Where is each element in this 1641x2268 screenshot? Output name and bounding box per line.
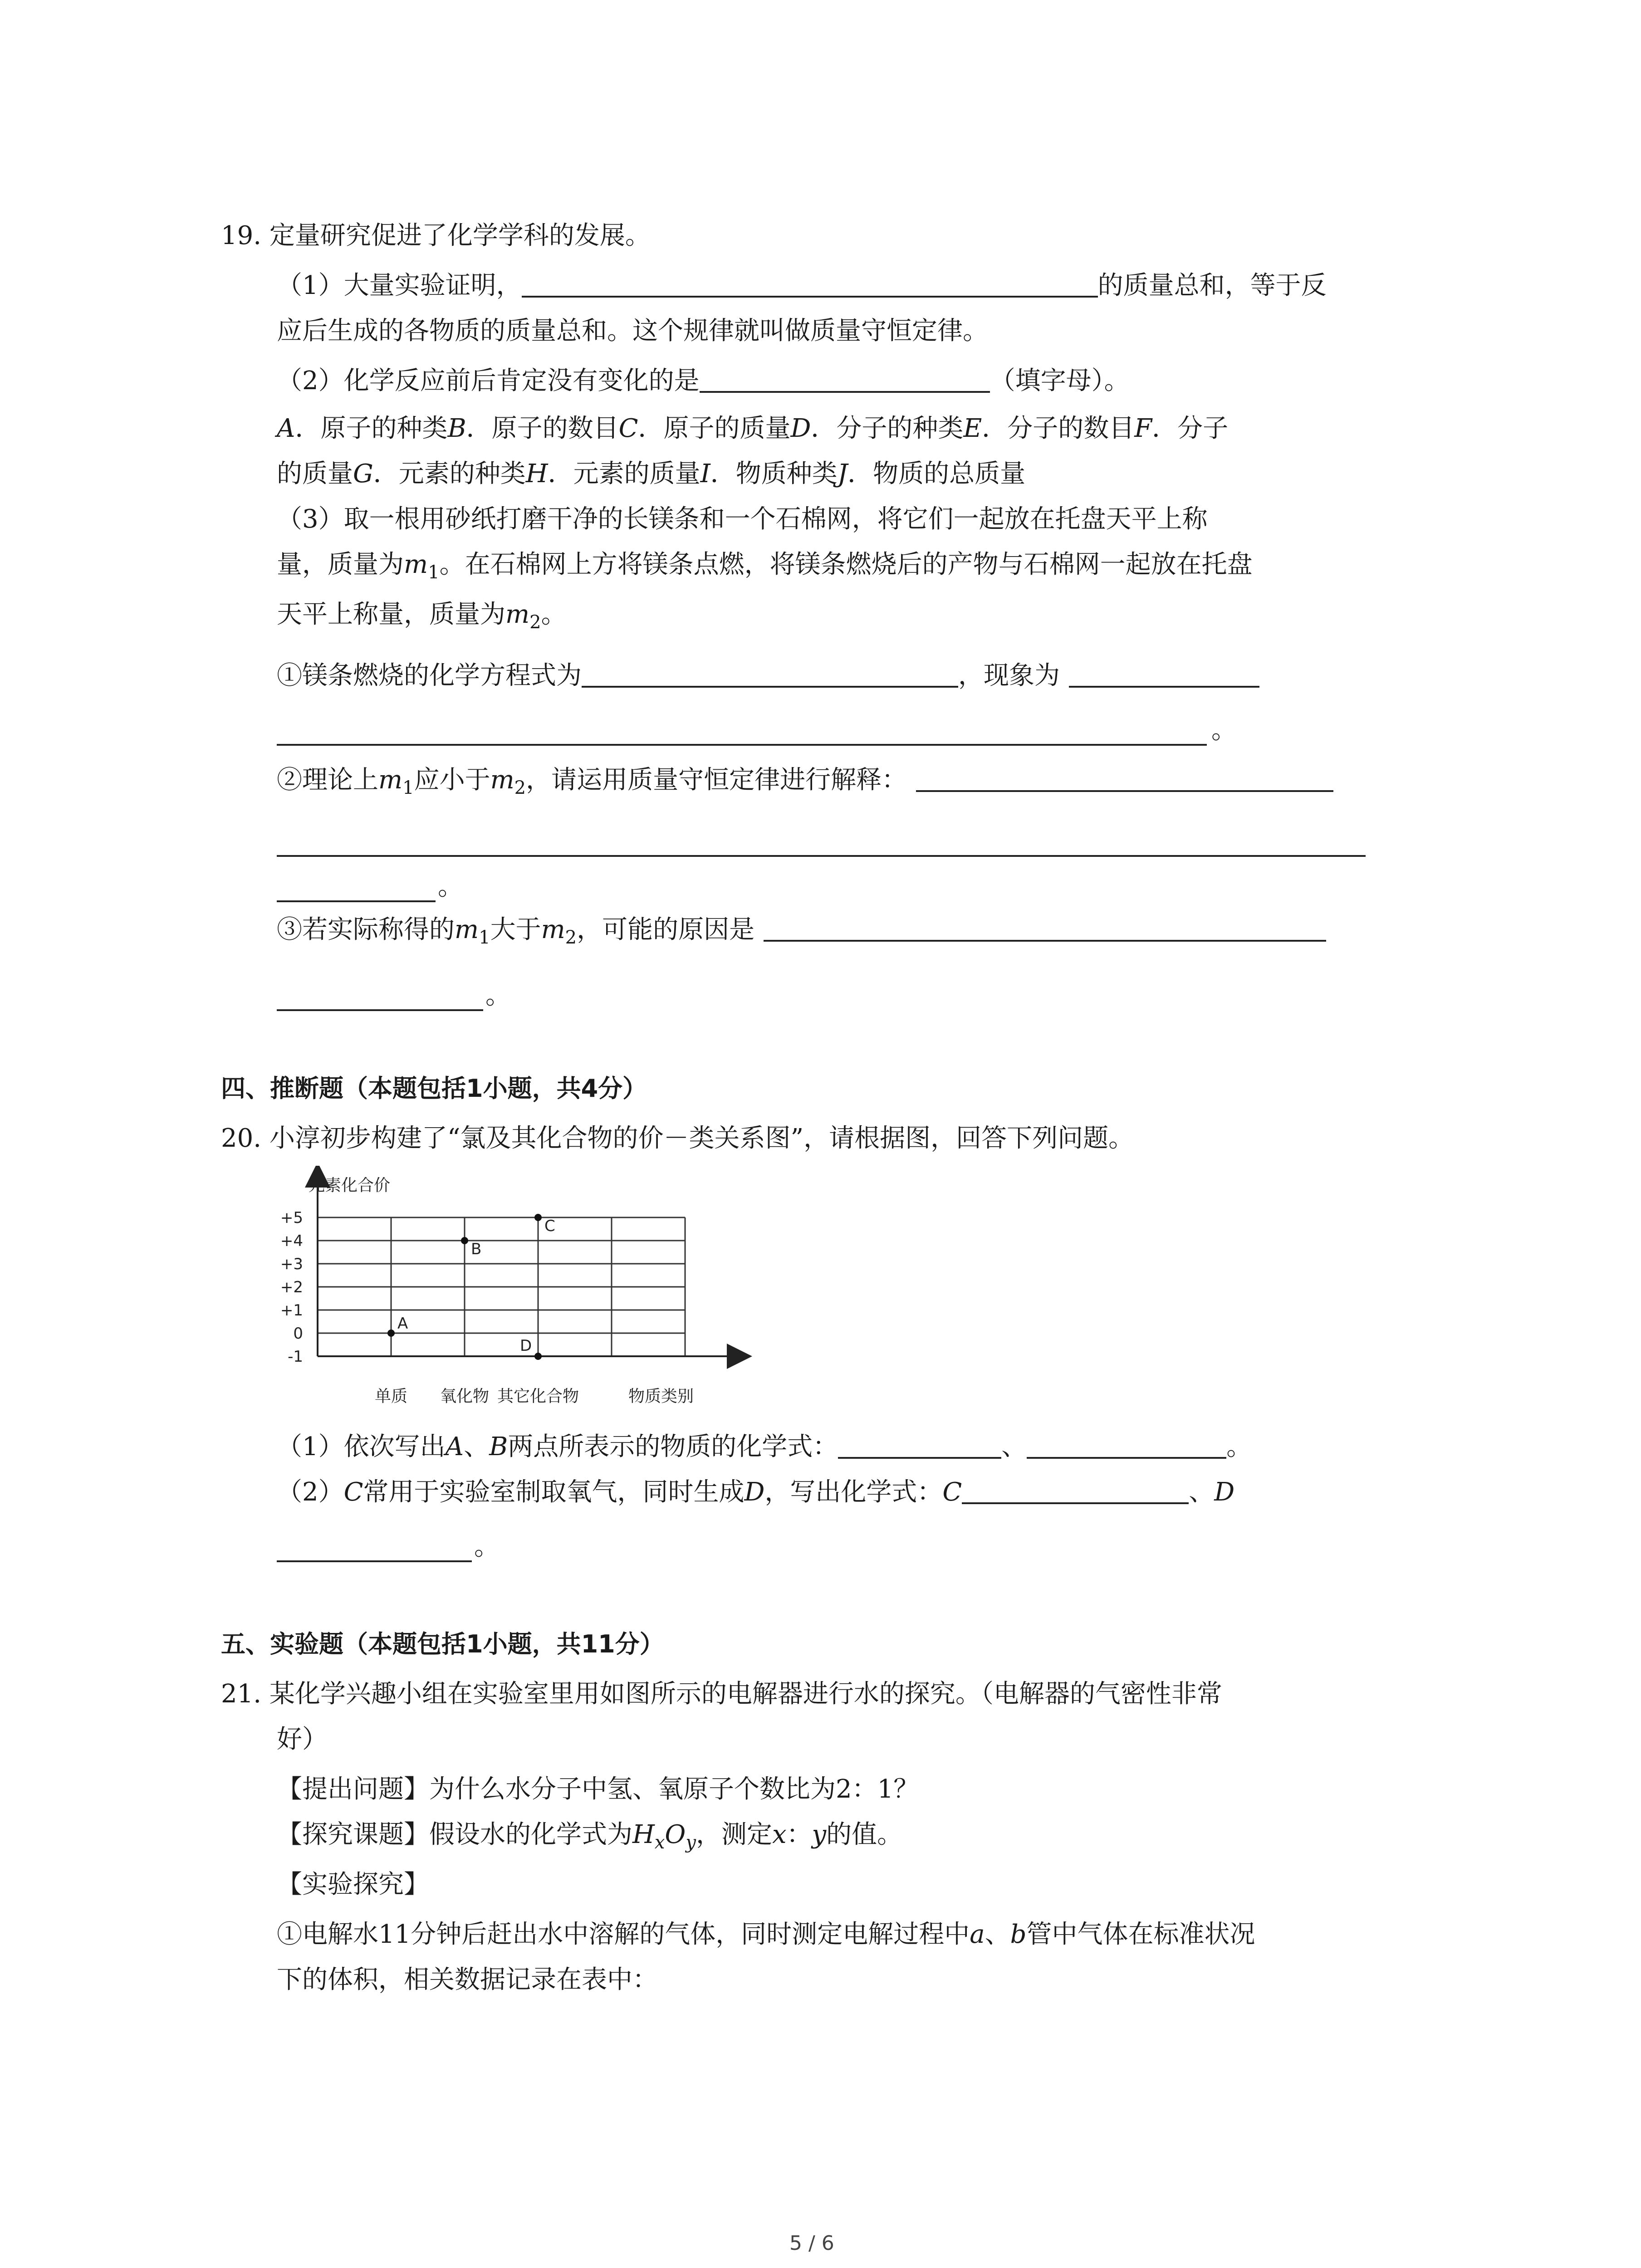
q19-blank-explain-end[interactable] [277, 900, 436, 902]
chart-point-C [534, 1214, 542, 1221]
q19-blank-explain[interactable] [916, 763, 1333, 792]
chart-x-ticks [375, 1387, 579, 1406]
q20-blank-b[interactable] [1027, 1430, 1226, 1459]
q19-blank-phenomenon-cont[interactable] [277, 744, 1207, 746]
q19-options-line2: 的质量G．元素的种类H．元素的质量I．物质种类J．物质的总质量 [277, 459, 1026, 489]
q19-part3-line3: 天平上称量，质量为$m_2$。 [277, 600, 567, 633]
q19-options-line1: A．原子的种类B．原子的数目C．原子的质量D．分子的种类E．分子的数目F．分子 [277, 414, 1229, 443]
y-tick-label: 0 [293, 1325, 303, 1343]
q20-blank-c[interactable] [962, 1475, 1189, 1504]
q20-blank-a[interactable] [838, 1430, 1001, 1459]
q19-blank-reason[interactable] [764, 913, 1326, 942]
y-tick-label: +3 [280, 1255, 303, 1273]
q19-blank-phenomenon[interactable] [1069, 659, 1259, 688]
chart-xlabel: 物质类别 [628, 1387, 694, 1406]
section-5-title: 五、实验题（本题包括1小题，共11分） [221, 1630, 664, 1658]
chart-point-label: D [520, 1337, 532, 1355]
q19-blank-reason-end[interactable] [277, 1009, 483, 1011]
chart-point-label: A [397, 1315, 408, 1333]
q19-part1: （1）大量实验证明， 的质量总和，等于反 [277, 268, 1327, 304]
x-tick-label: 单质 [374, 1387, 408, 1406]
chart-point-B [461, 1237, 468, 1244]
chart-grid [318, 1175, 740, 1356]
q19-sub3-period: 。 [485, 981, 511, 1010]
q19-part1-line2: 应后生成的各物质的质量总和。这个规律就叫做质量守恒定律。 [277, 316, 988, 346]
q19-sub2: ②理论上$m_1$应小于$m_2$，请运用质量守恒定律进行解释： [277, 762, 1333, 806]
q21-exp-line1: ①电解水11分钟后赶出水中溶解的气体，同时测定电解过程中a、b管中气体在标准状况 [277, 1920, 1255, 1949]
q19-part3-line2: 量，质量为$m_1$。在石棉网上方将镁条点燃，将镁条燃烧后的产物与石棉网一起放在托盘 [277, 550, 1253, 583]
q19-sub3: ③若实际称得的$m_1$大于$m_2$，可能的原因是 [277, 912, 1326, 956]
chart-ylabel: 元素化合价 [309, 1176, 391, 1195]
q20-stem: 20. 小淳初步构建了“氯及其化合物的价－类关系图”，请根据图，回答下列问题。 [221, 1124, 1134, 1153]
q21-question: 【提出问题】为什么水分子中氢、氧原子个数比为2：1？ [277, 1774, 919, 1804]
q21-stem-line1: 21. 某化学兴趣小组在实验室里用如图所示的电解器进行水的探究。（电解器的气密性非常 [221, 1679, 1222, 1709]
q19-part3-line1: （3）取一根用砂纸打磨干净的长镁条和一个石棉网，将它们一起放在托盘天平上称 [277, 504, 1208, 534]
q19-blank-equation[interactable] [582, 659, 958, 688]
q21-stem-line2: 好） [277, 1725, 328, 1754]
q19-stem: 19. 定量研究促进了化学学科的发展。 [221, 221, 651, 250]
chart-point-D [534, 1353, 542, 1360]
q19-sub2-period: 。 [438, 872, 463, 901]
q20-part2: （2）C常用于实验室制取氧气，同时生成D，写出化学式：C 、D [277, 1474, 1234, 1510]
y-tick-label: +2 [280, 1278, 303, 1296]
q20-part2-period: 。 [474, 1532, 500, 1561]
chart-y-ticks [280, 1209, 303, 1366]
chart-point-label: B [471, 1240, 482, 1258]
chart-point-A [387, 1330, 395, 1337]
q19-blank-1[interactable] [522, 269, 1098, 298]
q20-blank-d[interactable] [277, 1560, 472, 1562]
y-tick-label: +1 [280, 1301, 303, 1320]
y-tick-label: +5 [280, 1209, 303, 1227]
q21-topic: 【探究课题】假设水的化学式为$H_xO_y$，测定x：y的值。 [277, 1820, 903, 1853]
y-tick-label: -1 [288, 1348, 303, 1366]
q21-experiment: 【实验探究】 [277, 1870, 429, 1899]
q19-sub1: ①镁条燃烧的化学方程式为 ，现象为 [277, 658, 1259, 694]
section-4-title: 四、推断题（本题包括1小题，共4分） [221, 1074, 647, 1103]
q20-part1: （1）依次写出A、B两点所表示的物质的化学式： 、 。 [277, 1429, 1252, 1465]
page-number: 5 / 6 [789, 2232, 834, 2255]
x-tick-label: 其它化合物 [497, 1387, 579, 1406]
q21-exp-line2: 下的体积，相关数据记录在表中： [277, 1965, 658, 1994]
y-tick-label: +4 [280, 1232, 303, 1250]
chart-point-label: C [544, 1217, 555, 1235]
q19-part2: （2）化学反应前后肯定没有变化的是 （填字母）。 [277, 363, 1130, 399]
q19-blank-explain-cont[interactable] [277, 855, 1366, 857]
x-tick-label: 氧化物 [440, 1387, 490, 1406]
q19-sub1-period: 。 [1211, 715, 1237, 745]
valence-class-chart [272, 1166, 753, 1420]
q19-blank-2[interactable] [700, 364, 990, 393]
